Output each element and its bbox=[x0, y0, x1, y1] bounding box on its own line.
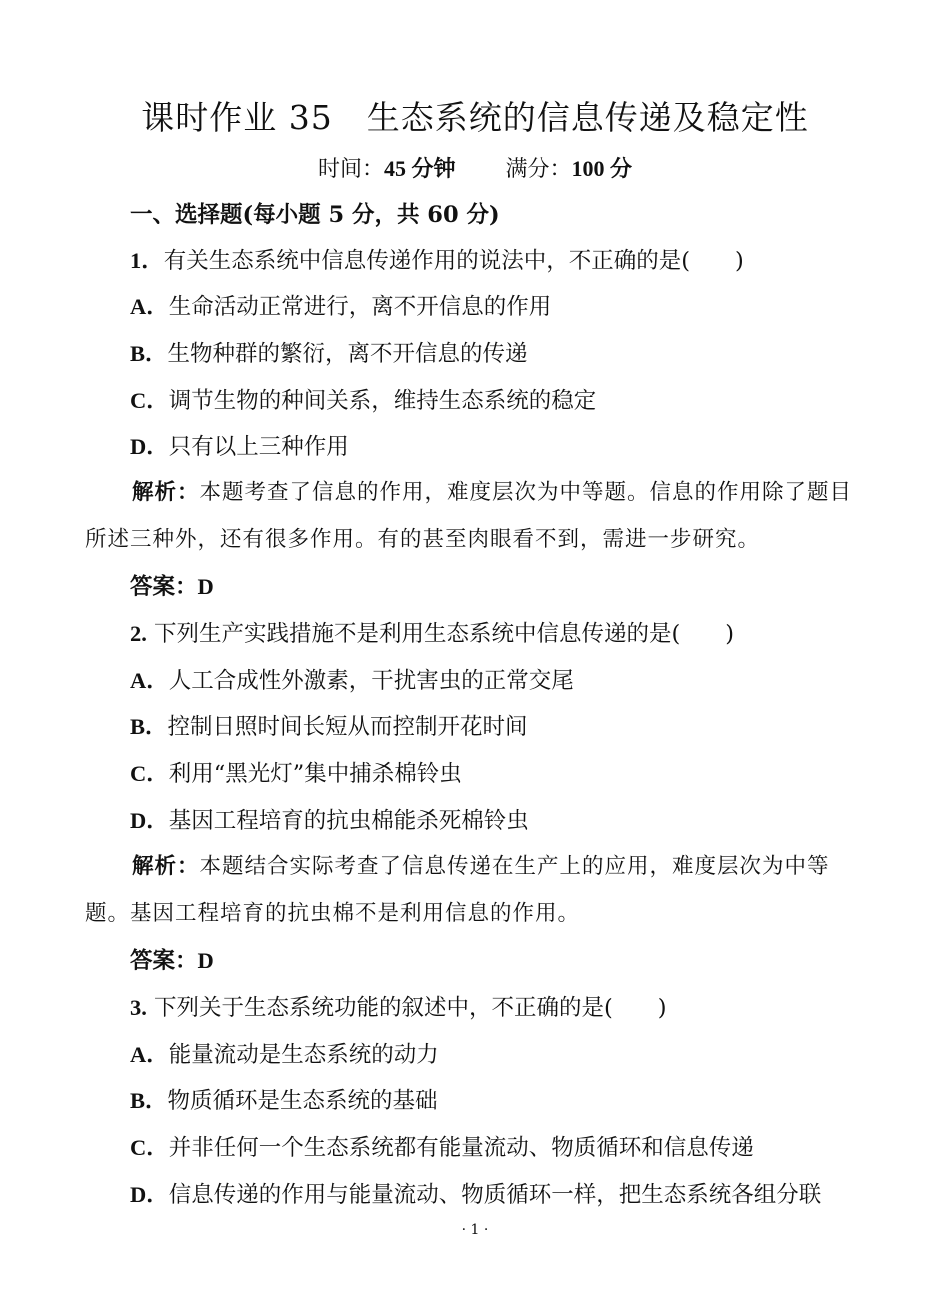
q3-option-b bbox=[130, 1086, 870, 1116]
page-number: · 1 · bbox=[461, 1222, 489, 1238]
analysis-text: 本题结合实际考查了信息传递在生产上的应用，难度层次为中等题。基因工程培育的抗虫棉不是利用信息的作用。 bbox=[85, 854, 830, 926]
score-value: 100 分 bbox=[571, 156, 633, 181]
analysis-text: 本题考查了信息的作用，难度层次为中等题。信息的作用除了题目所述三种外，还有很多作用。有的甚至肉眼看不到，需进一步研究。 bbox=[85, 480, 853, 552]
option-label: D． bbox=[130, 434, 169, 459]
q3-option-a bbox=[130, 1040, 870, 1070]
option-label: D． bbox=[130, 808, 169, 833]
q2-option-a bbox=[130, 666, 870, 696]
option-text: 并非任何一个生态系统都有能量流动、物质循环和信息传递 bbox=[168, 1135, 754, 1161]
answer-value: D bbox=[197, 574, 214, 599]
option-text: 基因工程培育的抗虫棉能杀死棉铃虫 bbox=[168, 808, 529, 834]
question-3-stem bbox=[130, 993, 870, 1023]
answer-label: 答案： bbox=[130, 948, 198, 973]
option-label: A． bbox=[130, 668, 169, 693]
q1-analysis bbox=[85, 469, 870, 563]
exam-meta bbox=[0, 152, 950, 183]
option-label: D． bbox=[130, 1182, 169, 1207]
analysis-label: 解析： bbox=[132, 480, 200, 504]
option-text: 利用“黑光灯”集中捕杀棉铃虫 bbox=[168, 761, 462, 787]
q2-option-b bbox=[130, 712, 870, 742]
score-label: 满分： bbox=[505, 157, 572, 182]
analysis-label: 解析： bbox=[132, 854, 200, 878]
option-text: 信息传递的作用与能量流动、物质循环一样，把生态系统各组分联 bbox=[168, 1182, 822, 1208]
q1-answer bbox=[130, 572, 870, 602]
q1-option-b bbox=[130, 339, 870, 369]
option-label: C． bbox=[130, 388, 169, 413]
answer-value: D bbox=[197, 948, 214, 973]
q1-option-d bbox=[130, 432, 870, 462]
time-label: 时间： bbox=[317, 157, 384, 182]
question-1-text: 有关生态系统中信息传递作用的说法中，不正确的是( ) bbox=[163, 248, 744, 274]
question-1-stem bbox=[130, 246, 870, 276]
q2-analysis bbox=[85, 843, 870, 937]
option-label: B． bbox=[130, 341, 168, 366]
option-text: 控制日照时间长短从而控制开花时间 bbox=[167, 714, 528, 740]
question-2-number: 2. bbox=[130, 621, 147, 646]
option-text: 生物种群的繁衍，离不开信息的传递 bbox=[167, 341, 528, 367]
time-value: 45 分钟 bbox=[383, 156, 456, 181]
option-label: B． bbox=[130, 1088, 168, 1113]
question-2-stem bbox=[130, 619, 870, 649]
option-text: 生命活动正常进行，离不开信息的作用 bbox=[168, 294, 552, 320]
q3-option-c bbox=[130, 1133, 870, 1163]
question-3-number: 3. bbox=[130, 995, 147, 1020]
question-3-text: 下列关于生态系统功能的叙述中，不正确的是( ) bbox=[154, 995, 667, 1021]
option-label: A． bbox=[130, 294, 169, 319]
q2-answer bbox=[130, 946, 870, 976]
option-text: 只有以上三种作用 bbox=[168, 434, 349, 460]
option-text: 能量流动是生态系统的动力 bbox=[168, 1042, 439, 1068]
option-label: C． bbox=[130, 1135, 169, 1160]
option-label: A． bbox=[130, 1042, 169, 1067]
option-label: B． bbox=[130, 714, 168, 739]
q2-option-d bbox=[130, 806, 870, 836]
answer-label: 答案： bbox=[130, 574, 198, 599]
option-text: 调节生物的种间关系，维持生态系统的稳定 bbox=[168, 388, 597, 414]
question-1-number: 1． bbox=[130, 248, 164, 273]
q1-option-a bbox=[130, 292, 870, 322]
q3-option-d bbox=[130, 1180, 870, 1210]
q2-option-c bbox=[130, 759, 870, 789]
page-title: 课时作业 35 生态系统的信息传递及稳定性 bbox=[141, 98, 809, 137]
question-2-text: 下列生产实践措施不是利用生态系统中信息传递的是( ) bbox=[154, 621, 735, 647]
option-label: C． bbox=[130, 761, 169, 786]
option-text: 物质循环是生态系统的基础 bbox=[167, 1088, 438, 1114]
q1-option-c bbox=[130, 386, 870, 416]
section-heading: 一、选择题(每小题 5 分，共 60 分) bbox=[130, 202, 500, 228]
option-text: 人工合成性外激素，干扰害虫的正常交尾 bbox=[168, 668, 574, 694]
